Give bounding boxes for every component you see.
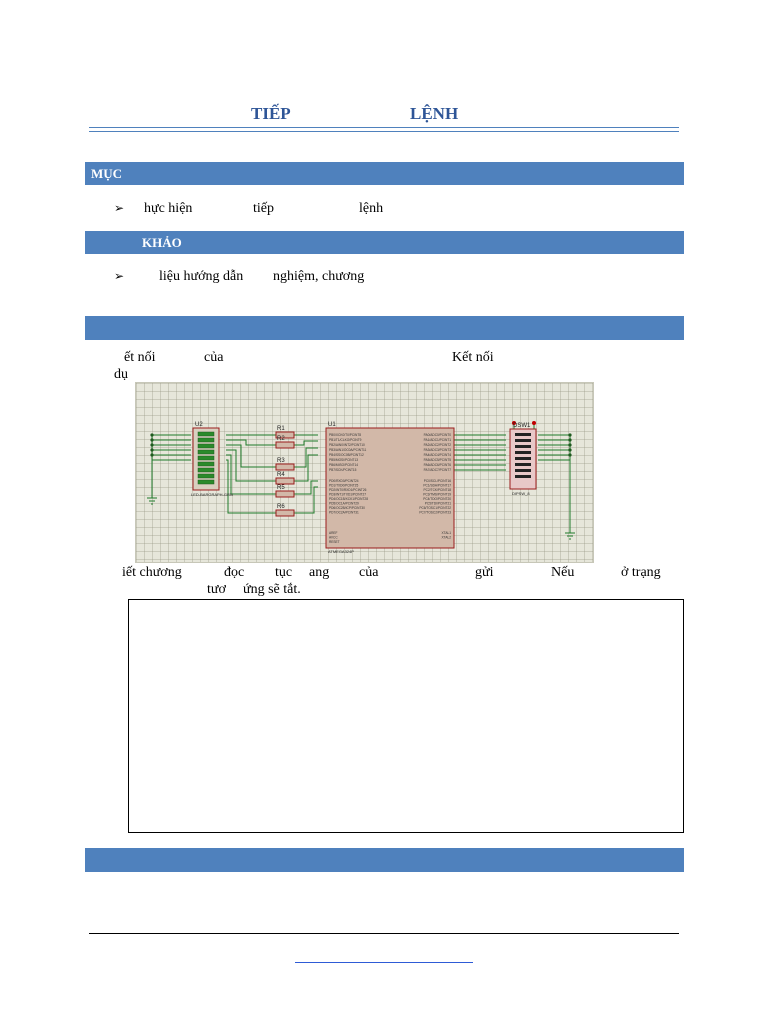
resistor-r5 <box>276 491 294 497</box>
resistor-r3 <box>276 464 294 470</box>
mcu-pin-label: PD1/TXD0/PCINT25 <box>329 483 359 488</box>
led-bargraph-label: LED-BARGRAPH-GRN <box>191 492 233 497</box>
mcu-pin-label: PB3/AIN1/OC0A/PCINT11 <box>329 448 367 452</box>
mcu-pin-label: PB6/MISO/PCINT14 <box>329 463 359 467</box>
mcu-pin-label: PB1/T1/CLKO/PCINT9 <box>329 438 362 442</box>
led-bargraph-ref: U2 <box>195 422 203 428</box>
junction-dot <box>150 433 153 436</box>
section-heading-3 <box>85 316 684 340</box>
mcu-pin-label: PC1/SDA/PCINT17 <box>423 483 451 488</box>
mcu-pin-label: PB2/AIN0/INT2/PCINT10 <box>329 443 365 447</box>
resistor-label: R3 <box>277 458 285 464</box>
mcu-pin-label: PB5/MOSI/PCINT13 <box>329 458 359 462</box>
para2-text-line2a: tươ <box>207 582 226 597</box>
mcu-pin-label: PA2/ADC2/PCINT2 <box>423 443 451 447</box>
resistor-label: R1 <box>277 426 285 432</box>
title-word-2: LỆNH <box>410 104 459 123</box>
dip-power-dot <box>532 421 536 425</box>
section-heading-muc-text: MỤC <box>91 166 123 181</box>
para1-text-line2: dụ <box>114 367 128 382</box>
mcu-pin-label: AVCC <box>329 535 338 540</box>
resistor-label: R4 <box>277 472 285 478</box>
junction-dot <box>568 443 571 446</box>
circuit-schematic <box>135 382 594 563</box>
resistor-label: R6 <box>277 504 285 510</box>
para1-text-c: Kết nối <box>452 350 494 365</box>
mcu-pin-label: PD5/OC1A/PCINT29 <box>329 501 359 506</box>
para1-text-b: của <box>204 350 224 365</box>
junction-dot <box>150 438 153 441</box>
mcu-pin-label: PA7/ADC7/PCINT7 <box>423 468 451 472</box>
para1-text-a: ết nối <box>124 350 156 365</box>
resistor-r6 <box>276 510 294 516</box>
resistor-r2 <box>276 442 294 448</box>
para2-text-a: iết chương <box>122 565 182 580</box>
mcu-pin-label: XTAL1 <box>441 531 451 535</box>
dip-switch-label: DIPSW_8 <box>512 491 530 496</box>
resistor-label: R2 <box>277 436 285 442</box>
led-bargraph <box>193 428 219 490</box>
wire <box>226 440 276 445</box>
para2-text-d: ang <box>309 565 330 580</box>
mcu-pin-label: PC6/TOSC1/PCINT22 <box>419 506 451 510</box>
junction-dot <box>568 438 571 441</box>
mcu-pin-label: PB0/XCK0/T0/PCINT8 <box>329 433 362 437</box>
mcu-pin-label: PD7/OC2A/PCINT31 <box>329 510 359 515</box>
wire <box>294 487 318 513</box>
resistor-r4 <box>276 478 294 484</box>
mcu-pin-label: PD2/INT0/RXD1/PCINT26 <box>329 488 367 492</box>
para2-text-e: của <box>359 565 379 580</box>
dip-switch-ref: DSW1 <box>513 423 531 429</box>
code-listing-box <box>128 599 684 833</box>
mcu-pin-label: PC4/TDO/PCINT20 <box>423 497 451 501</box>
title-underline <box>89 127 679 128</box>
wire <box>294 448 318 467</box>
muc-item-text-3: lệnh <box>359 201 384 216</box>
mcu-pin-label: PC3/TMS/PCINT19 <box>423 492 451 497</box>
mcu-pin-label: PD3/INT1/TXD1/PCINT27 <box>329 492 367 497</box>
section-heading-4 <box>85 848 684 872</box>
mcu-pin-label: PA1/ADC1/PCINT1 <box>423 438 451 442</box>
mcu-part: ATMEGA324P <box>328 549 354 554</box>
para2-text-b: đọc <box>224 565 245 580</box>
mcu-pin-label: PC2/TCK/PCINT18 <box>423 488 451 492</box>
mcu-pin-label: PC5/TDI/PCINT21 <box>424 501 451 506</box>
mcu-pin-label: AREF <box>329 531 338 535</box>
mcu-pin-label: XTAL2 <box>441 535 451 540</box>
mcu-pin-label: PD0/RXD0/PCINT24 <box>329 479 359 483</box>
title-word-1: TIẾP <box>251 104 291 123</box>
khao-item-text-2: nghiệm, chương <box>273 269 365 284</box>
mcu-pin-label: PD6/OC2B/ICP/PCINT30 <box>329 506 365 510</box>
mcu-pin-label: PD4/OC1B/XCK1/PCINT28 <box>329 497 368 501</box>
junction-dot <box>150 448 153 451</box>
wire <box>294 441 318 445</box>
para2-text-c: tục <box>275 565 293 580</box>
section-heading-muc <box>85 162 684 185</box>
schematic-drawing <box>136 383 595 564</box>
mcu-pin-label: PA6/ADC6/PCINT6 <box>423 463 451 467</box>
para2-text-line2b: ứng sẽ tắt. <box>243 582 301 597</box>
wire <box>226 450 276 481</box>
junction-dot <box>568 433 571 436</box>
wire <box>226 460 276 513</box>
junction-dot <box>568 453 571 456</box>
footer-divider <box>89 933 679 934</box>
mcu-pin-label: PA4/ADC4/PCINT4 <box>423 453 451 457</box>
mcu-pin-label: PA0/ADC0/PCINT0 <box>423 433 451 437</box>
resistor-label: R5 <box>277 485 285 491</box>
mcu-pin-label: PB7/SCK/PCINT15 <box>329 468 357 472</box>
section-heading-khao <box>85 231 684 254</box>
mcu-pin-label: PB4/SS/OC0B/PCINT12 <box>329 453 364 457</box>
junction-dot <box>150 443 153 446</box>
mcu-pin-label: PA5/ADC5/PCINT5 <box>423 458 451 462</box>
title-underline-secondary <box>89 131 679 132</box>
junction-dot <box>150 453 153 456</box>
mcu-pin-label: PA3/ADC3/PCINT3 <box>423 448 451 452</box>
mcu-pin-label: PC0/SCL/PCINT16 <box>423 479 451 483</box>
wire <box>226 455 276 494</box>
bullet-icon: ➢ <box>114 269 125 283</box>
mcu-ref: U1 <box>328 422 336 428</box>
muc-item-text-2: tiếp <box>253 201 274 216</box>
mcu-pin-label: RESET <box>329 540 340 544</box>
para2-text-f: gửi <box>475 565 494 580</box>
mcu-pin-label: PC7/TOSC2/PCINT23 <box>419 510 451 515</box>
bullet-icon: ➢ <box>114 201 125 215</box>
junction-dot <box>568 448 571 451</box>
para2-text-h: ở trạng <box>621 565 661 580</box>
muc-item-text-1: hực hiện <box>144 201 193 216</box>
footer-link[interactable] <box>295 962 473 963</box>
para2-text-g: Nếu <box>551 565 575 580</box>
wire <box>226 445 276 467</box>
section-heading-khao-text: KHẢO <box>142 235 182 250</box>
khao-item-text-1: liệu hướng dẫn <box>159 269 244 284</box>
